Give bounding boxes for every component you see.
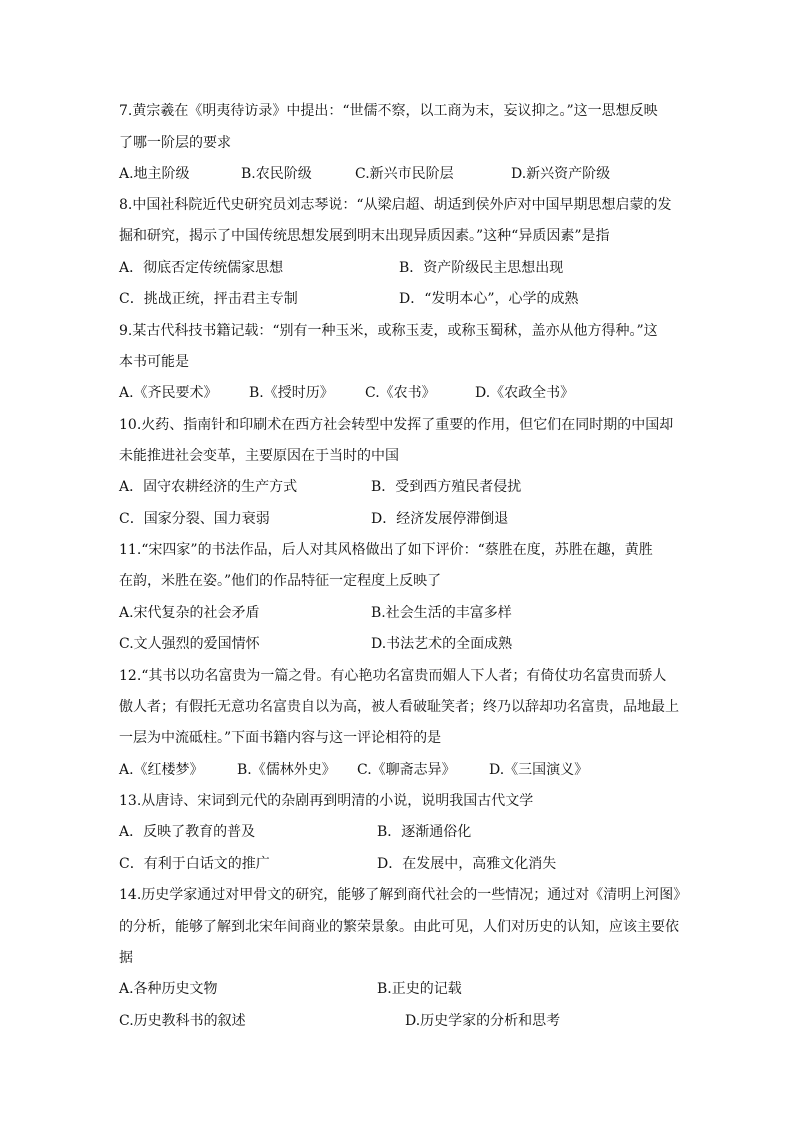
q10-option-b: B．受到西方殖民者侵扰 — [371, 479, 522, 495]
q13-stem-line-1: 13.从唐诗、宋词到元代的杂剧再到明清的小说，说明我国古代文学 — [119, 793, 534, 809]
q8-option-d: D．“发明本心”，心学的成熟 — [399, 291, 579, 307]
q7-option-d: D.新兴资产阶级 — [511, 166, 611, 182]
q14-stem-line-2: 的分析，能够了解到北宋年间商业的繁荣景象。由此可见，人们对历史的认知，应该主要依 — [119, 919, 679, 935]
q7-option-c: C.新兴市民阶层 — [355, 166, 454, 182]
q8-option-a: A．彻底否定传统儒家思想 — [119, 260, 284, 276]
q11-stem-line-2: 在韵，米胜在姿。”他们的作品特征一定程度上反映了 — [119, 573, 442, 589]
q8-option-b: B．资产阶级民主思想出现 — [399, 260, 564, 276]
q10-option-d: D．经济发展停滞倒退 — [371, 511, 509, 527]
q7-stem-line-1: 7.黄宗羲在《明夷待访录》中提出：“世儒不察，以工商为末，妄议抑之。”这一思想反映 — [119, 103, 658, 119]
q10-stem-line-1: 10.火药、指南针和印刷术在西方社会转型中发挥了重要的作用，但它们在同时期的中国却 — [119, 417, 674, 433]
q7-option-a: A.地主阶级 — [119, 166, 190, 182]
q12-option-a: A.《红楼梦》 — [119, 762, 204, 778]
q13-option-a: A．反映了教育的普及 — [119, 824, 256, 840]
q7-stem-line-2: 了哪一阶层的要求 — [119, 135, 231, 151]
q11-stem-line-1: 11.“宋四家”的书法作品，后人对其风格做出了如下评价：“蔡胜在度，苏胜在趣，黄胜 — [119, 542, 653, 558]
q11-option-d: D.书法艺术的全面成熟 — [371, 636, 513, 652]
q12-option-d: D.《三国演义》 — [489, 762, 589, 778]
q10-option-a: A．固守农耕经济的生产方式 — [119, 479, 298, 495]
q8-stem-line-1: 8.中国社科院近代史研究员刘志琴说：“从梁启超、胡适到侯外庐对中国早期思想启蒙的发 — [119, 197, 672, 213]
q11-option-b: B.社会生活的丰富多样 — [371, 605, 512, 621]
q13-option-c: C．有利于白话文的推广 — [119, 856, 270, 872]
q14-option-d: D.历史学家的分析和思考 — [405, 1013, 561, 1029]
q9-option-b: B.《授时历》 — [249, 385, 334, 401]
q14-option-a: A.各种历史文物 — [119, 981, 218, 997]
q11-option-a: A.宋代复杂的社会矛盾 — [119, 605, 260, 621]
q12-stem-line-2: 傲人者；有假托无意功名富贵自以为高，被人看破耻笑者；终乃以辞却功名富贵，品地最上 — [119, 699, 679, 715]
q11-option-c: C.文人强烈的爱国情怀 — [119, 636, 260, 652]
q10-stem-line-2: 未能推进社会变革，主要原因在于当时的中国 — [119, 448, 399, 464]
q13-option-b: B．逐渐通俗化 — [377, 824, 472, 840]
q7-option-b: B.农民阶级 — [241, 166, 312, 182]
q12-option-b: B.《儒林外史》 — [237, 762, 336, 778]
q12-stem-line-3: 一层为中流砥柱。”下面书籍内容与这一评论相符的是 — [119, 730, 442, 746]
q14-option-b: B.正史的记载 — [377, 981, 462, 997]
q8-stem-line-2: 掘和研究，揭示了中国传统思想发展到明末出现异质因素。”这种“异质因素”是指 — [119, 228, 610, 244]
q10-option-c: C．国家分裂、国力衰弱 — [119, 511, 270, 527]
q8-option-c: C．挑战正统，抨击君主专制 — [119, 291, 298, 307]
q9-option-c: C.《农书》 — [365, 385, 436, 401]
q14-stem-line-1: 14.历史学家通过对甲骨文的研究，能够了解到商代社会的一些情况；通过对《清明上河图》 — [119, 887, 688, 903]
q12-stem-line-1: 12.“其书以功名富贵为一篇之骨。有心艳功名富贵而媚人下人者；有倚仗功名富贵而骄人 — [119, 668, 667, 684]
q14-stem-line-3: 据 — [119, 950, 133, 966]
q9-option-d: D.《农政全书》 — [475, 385, 575, 401]
q9-option-a: A.《齐民要术》 — [119, 385, 218, 401]
q9-stem-line-1: 9.某古代科技书籍记载：“别有一种玉米，或称玉麦，或称玉蜀秫，盖亦从他方得种。”这 — [119, 323, 658, 339]
q12-option-c: C.《聊斋志异》 — [357, 762, 456, 778]
q9-stem-line-2: 本书可能是 — [119, 354, 189, 370]
q14-option-c: C.历史教科书的叙述 — [119, 1013, 246, 1029]
q13-option-d: D．在发展中，高雅文化消失 — [377, 856, 557, 872]
